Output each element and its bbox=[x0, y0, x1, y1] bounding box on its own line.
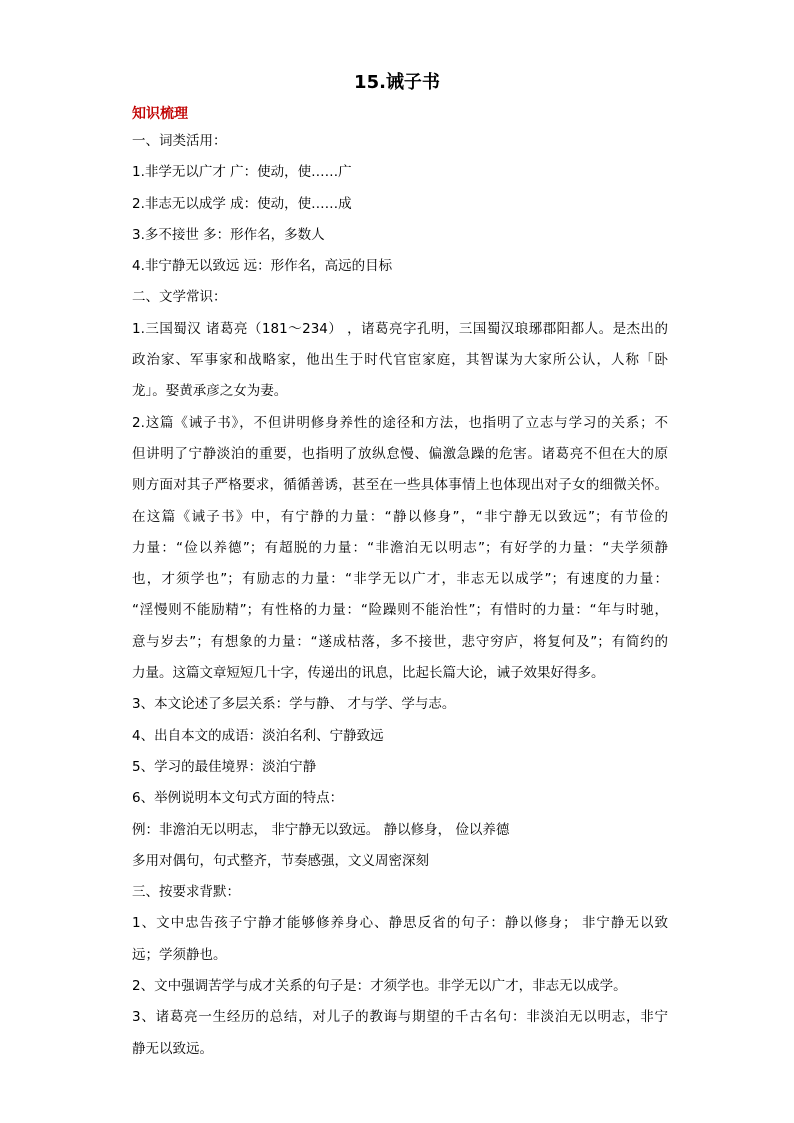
text-line: 三、按要求背默： bbox=[132, 884, 240, 901]
text-line: 4.非宁静无以致远 远：形作名，高远的目标 bbox=[132, 258, 393, 275]
text-line: 远；学须静也。 bbox=[132, 946, 227, 963]
text-line: 3.多不接世 多：形作名，多数人 bbox=[132, 226, 325, 243]
text-line: 2.这篇《诫子书》，不但讲明修身养性的途径和方法，也指明了立志与学习的关系；不 bbox=[132, 414, 668, 431]
text-line: 力量：“俭以养德”；有超脱的力量：“非澹泊无以明志”；有好学的力量：“夫学须静 bbox=[132, 539, 668, 556]
document-body bbox=[132, 126, 668, 1065]
text-line: 也，才须学也”；有励志的力量：“非学无以广才，非志无以成学”；有速度的力量： bbox=[132, 571, 668, 588]
text-line: 1.三国蜀汉 诸葛亮（181～234） ，诸葛亮字孔明，三国蜀汉琅琊郡阳都人。是杰出的 bbox=[132, 320, 668, 337]
text-line: 意与岁去”；有想象的力量：“遂成枯落，多不接世，悲守穷庐，将复何及”；有简约的 bbox=[132, 633, 668, 650]
text-line: 政治家、军事家和战略家，他出生于时代官宦家庭，其智谋为大家所公认，人称「卧 bbox=[132, 352, 668, 369]
text-line: 龙」。娶黄承彦之女为妻。 bbox=[132, 383, 288, 400]
text-line: 静无以致远。 bbox=[132, 1040, 213, 1057]
page-title: 15.诫子书 bbox=[354, 72, 440, 93]
text-line: 4、出自本文的成语：淡泊名利、宁静致远 bbox=[132, 727, 384, 744]
text-line: 在这篇《诫子书》中，有宁静的力量：“静以修身”，“非宁静无以致远”；有节俭的 bbox=[132, 508, 668, 525]
section-heading: 知识梳理 bbox=[132, 106, 188, 122]
text-line: 1.非学无以广才 广：使动，使……广 bbox=[132, 164, 352, 181]
text-line: 但讲明了宁静淡泊的重要，也指明了放纵怠慢、偏激急躁的危害。诸葛亮不但在大的原 bbox=[132, 445, 668, 462]
text-line: “淫慢则不能励精”；有性格的力量：“险躁则不能治性”；有惜时的力量：“年与时驰， bbox=[132, 602, 668, 619]
text-line: 3、诸葛亮一生经历的总结，对儿子的教诲与期望的千古名句：非淡泊无以明志，非宁 bbox=[132, 1009, 668, 1026]
text-line: 一、词类活用： bbox=[132, 133, 227, 149]
text-line: 2.非志无以成学 成：使动，使……成 bbox=[132, 195, 352, 212]
text-line: 多用对偶句，句式整齐，节奏感强，文义周密深刻 bbox=[132, 852, 429, 869]
text-line: 5、学习的最佳境界：淡泊宁静 bbox=[132, 758, 317, 775]
text-line: 二、文学常识： bbox=[132, 289, 227, 306]
text-line: 力量。这篇文章短短几十字，传递出的讯息，比起长篇大论，诫子效果好得多。 bbox=[132, 665, 605, 682]
text-line: 则方面对其子严格要求，循循善诱，甚至在一些具体事情上也体现出对子女的细微关怀。 bbox=[132, 477, 668, 494]
text-line: 6、举例说明本文句式方面的特点： bbox=[132, 790, 344, 807]
text-line: 3、本文论述了多层关系：学与静、 才与学、学与志。 bbox=[132, 696, 456, 713]
text-line: 例：非澹泊无以明志， 非宁静无以致远。 静以修身， 俭以养德 bbox=[132, 821, 510, 838]
text-line: 1、文中忠告孩子宁静才能够修养身心、静思反省的句子：静以修身； 非宁静无以致 bbox=[132, 915, 668, 932]
text-line: 2、文中强调苦学与成才关系的句子是：才须学也。非学无以广才，非志无以成学。 bbox=[132, 978, 627, 995]
